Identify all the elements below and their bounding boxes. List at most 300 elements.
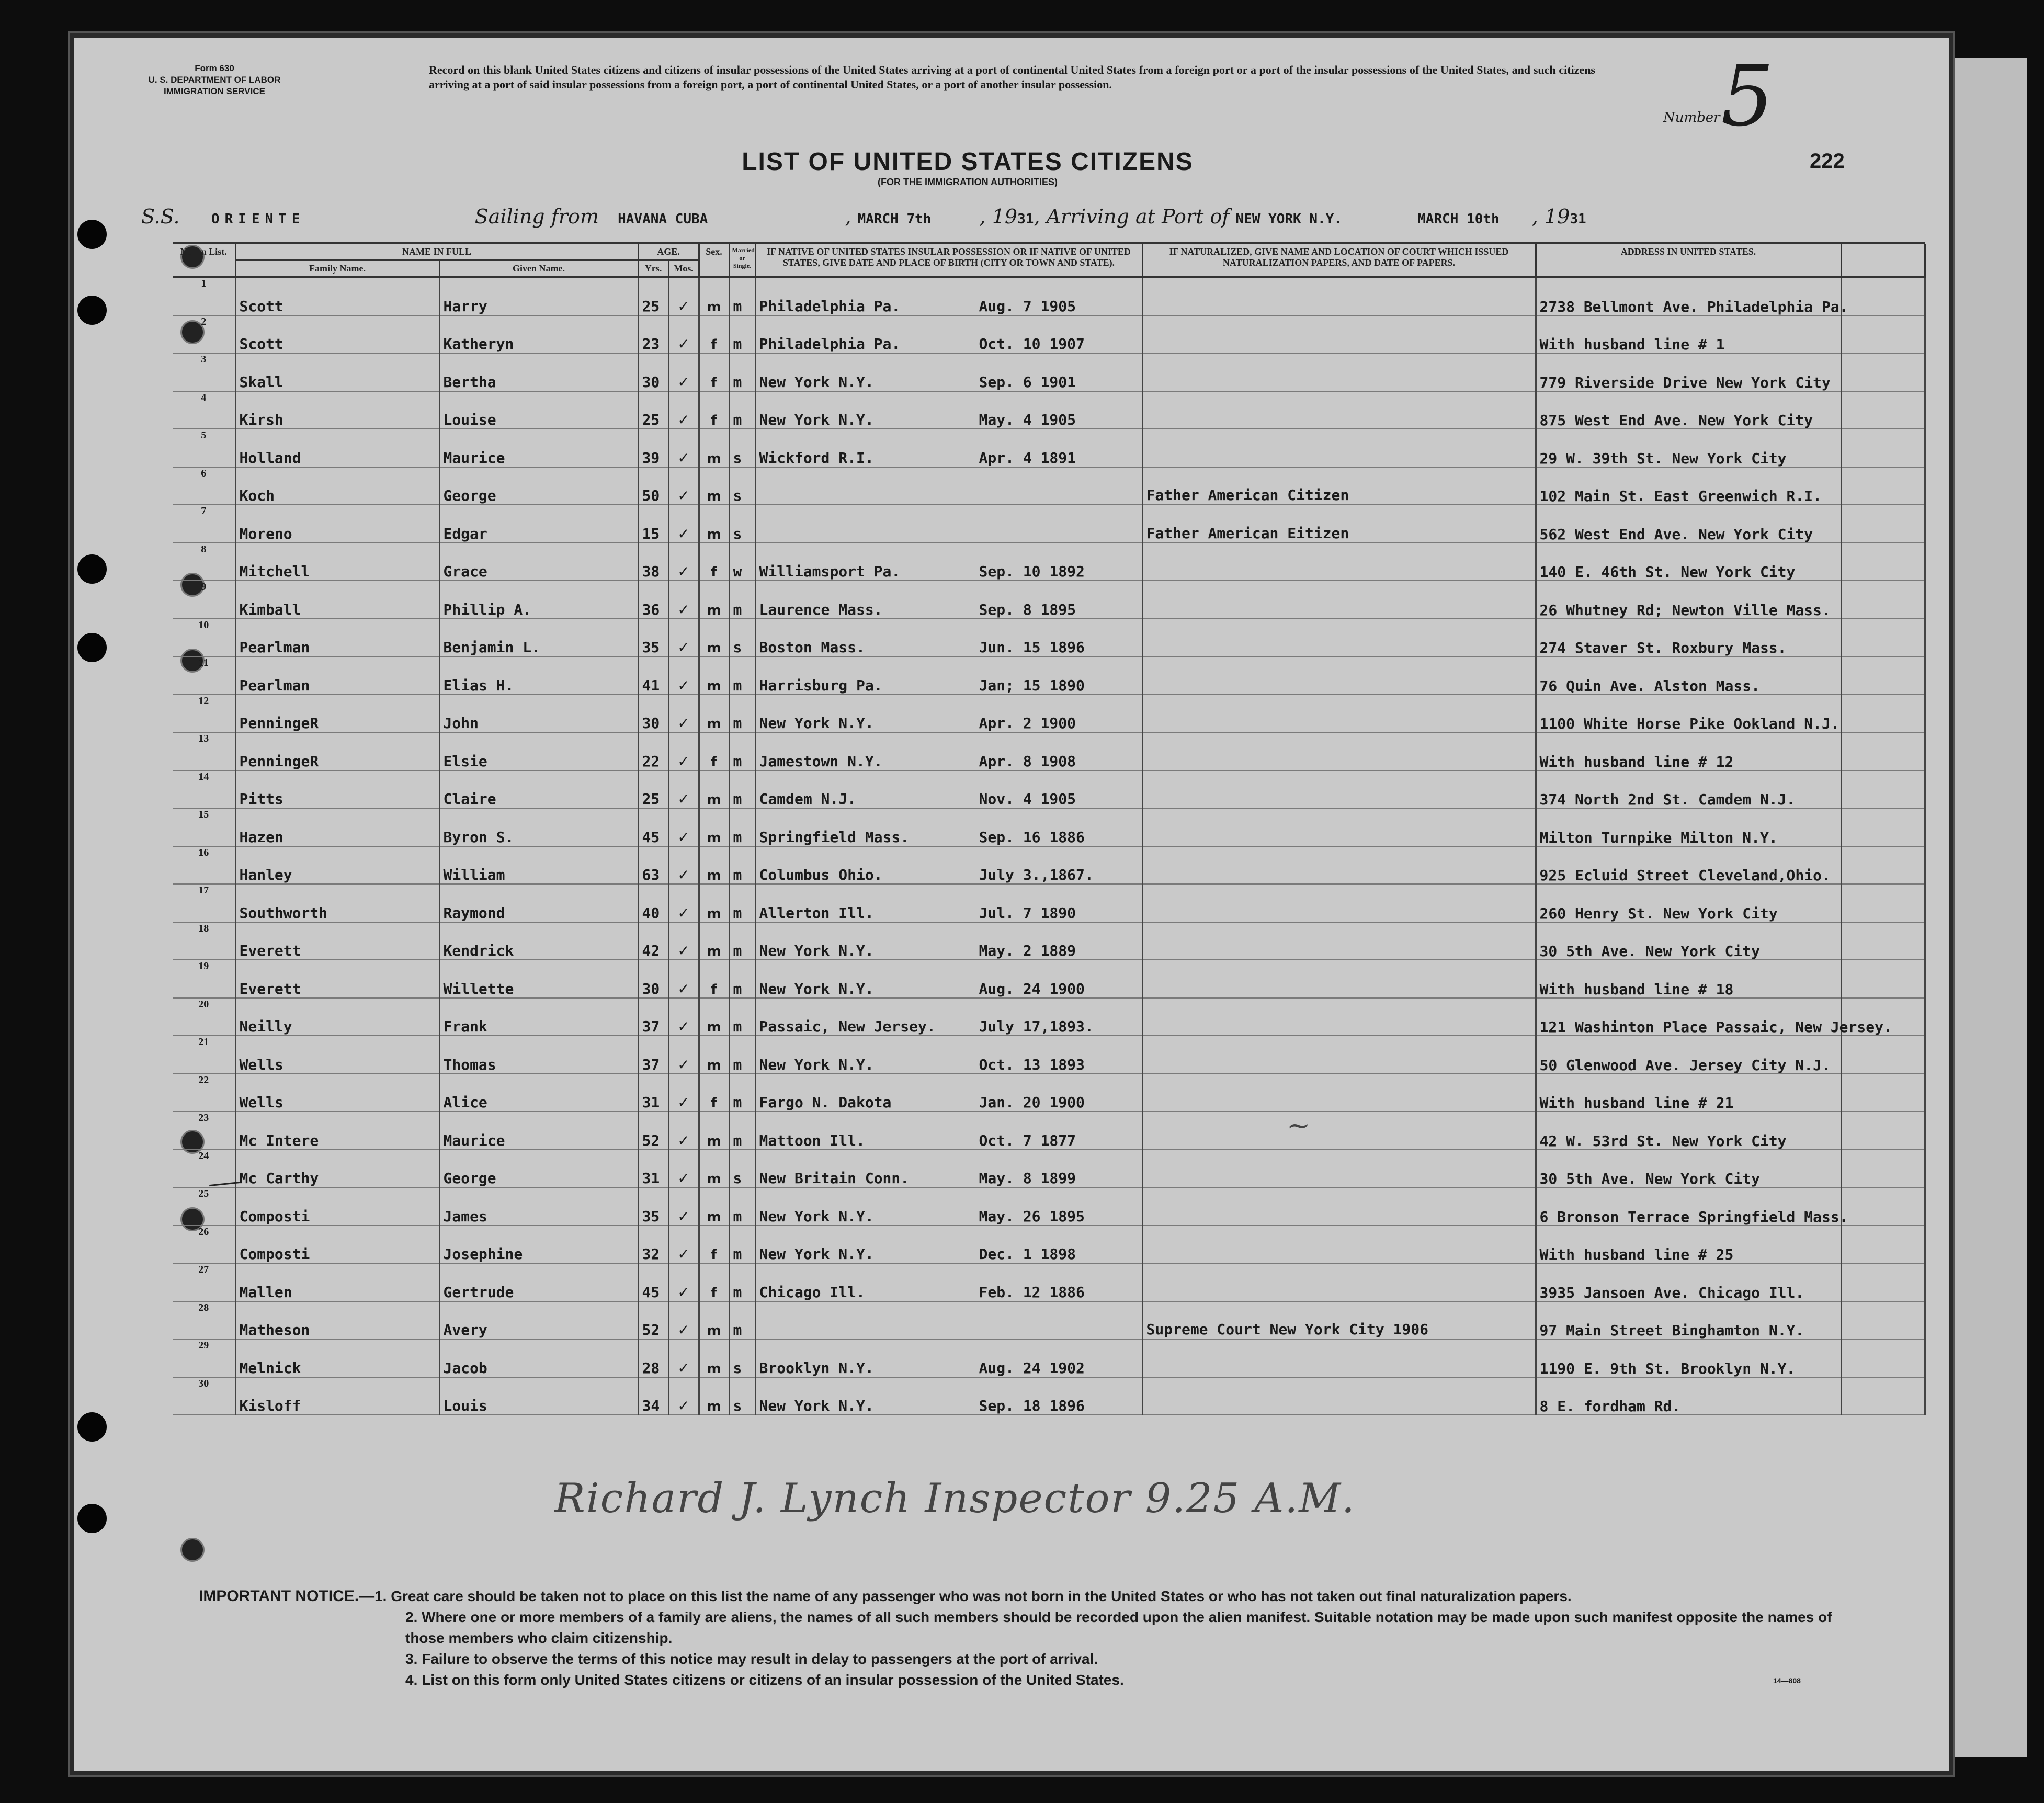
birth-date: Apr. 8 1908: [979, 752, 1076, 770]
birth-info: [755, 656, 1142, 695]
family-name: PenningeR: [235, 732, 439, 770]
birth-place: New York N.Y.: [759, 942, 874, 959]
birth-info: [755, 315, 1142, 354]
naturalization: [1142, 770, 1536, 809]
row-number: 3: [173, 353, 235, 391]
marital-status: w: [729, 543, 755, 581]
sex: m: [699, 619, 729, 657]
age-years: 30: [638, 960, 668, 998]
birth-date: Jul. 7 1890: [979, 904, 1076, 922]
blank-cell: [1841, 467, 1925, 505]
age-years: 31: [638, 1150, 668, 1188]
marital-status: m: [729, 695, 755, 733]
marital-status: s: [729, 1339, 755, 1377]
birth-info: [755, 770, 1142, 809]
arrival-year: 31: [1570, 211, 1586, 227]
marital-status: s: [729, 429, 755, 467]
naturalization: [1142, 581, 1536, 619]
naturalization: [1142, 1187, 1536, 1226]
marital-status: m: [729, 391, 755, 429]
age-years: 28: [638, 1339, 668, 1377]
blank-cell: [1841, 581, 1925, 619]
birth-date: Sep. 8 1895: [979, 600, 1076, 618]
sex: m: [699, 656, 729, 695]
table-row: [173, 732, 1925, 770]
family-name: Wells: [235, 1074, 439, 1112]
blank-cell: [1841, 732, 1925, 770]
blank-cell: [1841, 315, 1925, 354]
blank-cell: [1841, 619, 1925, 657]
birth-info: [755, 505, 1142, 543]
marital-status: m: [729, 1112, 755, 1150]
check-mark: ✓: [668, 1112, 699, 1150]
birth-info: [755, 1263, 1142, 1301]
check-mark: ✓: [668, 732, 699, 770]
age-years: 15: [638, 505, 668, 543]
row-number: 20: [173, 998, 235, 1036]
col-naturalized: IF NATURALIZED, GIVE NAME AND LOCATION OF COURT WHICH ISSUED NATURALIZATION PAPERS, AND DATE OF PAPERS.: [1142, 244, 1536, 277]
col-name-in-full: NAME IN FULL: [235, 244, 638, 260]
table-row: [173, 808, 1925, 846]
given-name: Kendrick: [439, 922, 638, 960]
ship-name: ORIENTE: [211, 211, 305, 227]
check-mark: ✓: [668, 695, 699, 733]
table-row: [173, 846, 1925, 885]
age-years: 31: [638, 1074, 668, 1112]
given-name: Louis: [439, 1377, 638, 1415]
table-row: [173, 505, 1925, 543]
birth-date: Feb. 12 1886: [979, 1283, 1085, 1301]
address: 925 Ecluid Street Cleveland,Ohio.: [1536, 846, 1841, 885]
given-name: Claire: [439, 770, 638, 809]
birth-place: Philadelphia Pa.: [759, 297, 901, 315]
address: 121 Washinton Place Passaic, New Jersey.: [1536, 998, 1841, 1036]
sex: m: [699, 429, 729, 467]
birth-place: Jamestown N.Y.: [759, 752, 883, 770]
birth-info: [755, 922, 1142, 960]
row-number: 7: [173, 505, 235, 543]
arrival-date: MARCH 10th: [1417, 211, 1500, 227]
address: 3935 Jansoen Ave. Chicago Ill.: [1536, 1263, 1841, 1301]
sex: m: [699, 1112, 729, 1150]
table-row: [173, 770, 1925, 809]
birth-info: [755, 277, 1142, 315]
birth-date: Jan; 15 1890: [979, 676, 1085, 694]
blank-cell: [1841, 808, 1925, 846]
naturalization: [1142, 884, 1536, 922]
birth-date: Aug. 24 1902: [979, 1359, 1085, 1377]
address: 8 E. fordham Rd.: [1536, 1377, 1841, 1415]
sex: m: [699, 467, 729, 505]
family-name: Mitchell: [235, 543, 439, 581]
birth-place: Camdem N.J.: [759, 790, 856, 808]
given-name: Gertrude: [439, 1263, 638, 1301]
birth-place: Springfield Mass.: [759, 828, 910, 846]
birth-info: [755, 1112, 1142, 1150]
marital-status: m: [729, 1226, 755, 1264]
given-name: Raymond: [439, 884, 638, 922]
check-mark: ✓: [668, 922, 699, 960]
family-name: Mallen: [235, 1263, 439, 1301]
sex: m: [699, 884, 729, 922]
family-name: Wells: [235, 1036, 439, 1074]
table-row: [173, 353, 1925, 391]
birth-info: [755, 846, 1142, 885]
check-mark: ✓: [668, 1074, 699, 1112]
row-number: 13: [173, 732, 235, 770]
naturalization: Supreme Court New York City 1906: [1142, 1301, 1536, 1340]
blank-cell: [1841, 429, 1925, 467]
blank-cell: [1841, 1226, 1925, 1264]
blank-cell: [1841, 846, 1925, 885]
check-mark: ✓: [668, 884, 699, 922]
row-number: 23: [173, 1112, 235, 1150]
col-sex: Sex.: [699, 244, 729, 277]
blank-cell: [1841, 1339, 1925, 1377]
blank-cell: [1841, 922, 1925, 960]
row-number: 21: [173, 1036, 235, 1074]
passenger-rows: [173, 277, 1925, 1415]
age-years: 30: [638, 353, 668, 391]
naturalization: [1142, 808, 1536, 846]
birth-date: Jun. 15 1896: [979, 639, 1085, 656]
marital-status: s: [729, 619, 755, 657]
age-years: 63: [638, 846, 668, 885]
birth-place: New York N.Y.: [759, 1245, 874, 1263]
birth-place: Chicago Ill.: [759, 1283, 865, 1301]
family-name: Pearlman: [235, 619, 439, 657]
table-row: [173, 315, 1925, 354]
row-number: 24: [173, 1150, 235, 1188]
address: 260 Henry St. New York City: [1536, 884, 1841, 922]
sex: f: [699, 732, 729, 770]
blank-cell: [1841, 960, 1925, 998]
table-row: [173, 1036, 1925, 1074]
col-family-name: Family Name.: [235, 260, 439, 277]
naturalization: Father American Eitizen: [1142, 505, 1536, 543]
address: 102 Main St. East Greenwich R.I.: [1536, 467, 1841, 505]
naturalization: [1142, 1036, 1536, 1074]
given-name: William: [439, 846, 638, 885]
address: With husband line # 25: [1536, 1226, 1841, 1264]
birth-info: [755, 429, 1142, 467]
table-row: [173, 543, 1925, 581]
given-name: Frank: [439, 998, 638, 1036]
address: 374 North 2nd St. Camdem N.J.: [1536, 770, 1841, 809]
family-name: Melnick: [235, 1339, 439, 1377]
age-years: 35: [638, 1187, 668, 1226]
check-mark: ✓: [668, 467, 699, 505]
col-birth: IF NATIVE OF UNITED STATES INSULAR POSSESSION OR IF NATIVE OF UNITED STATES, GIVE DATE AND PLACE OF BIRTH (CITY OR TOWN AND STATE).: [755, 244, 1142, 277]
birth-date: Oct. 7 1877: [979, 1131, 1076, 1149]
sex: m: [699, 1377, 729, 1415]
col-given-name: Given Name.: [439, 260, 638, 277]
marital-status: m: [729, 1074, 755, 1112]
binder-hole: [77, 1412, 107, 1442]
arriving-label: Arriving at Port of: [1046, 205, 1230, 228]
sex: m: [699, 998, 729, 1036]
birth-info: [755, 1226, 1142, 1264]
instructions: Record on this blank United States citizens and citizens of insular possessions of the United States arriving at a port of continental United States from a foreign port or a port of the insular possessions of the United States, and such citizens arriving at a port of said insular possessions from a foreign port, a port of continental United States, or a port of another insular possession.: [429, 63, 1595, 91]
address: 97 Main Street Binghamton N.Y.: [1536, 1301, 1841, 1340]
table-row: [173, 1377, 1925, 1415]
naturalization: [1142, 695, 1536, 733]
birth-date: Sep. 6 1901: [979, 373, 1076, 391]
binder-hole: [77, 633, 107, 662]
age-years: 40: [638, 884, 668, 922]
address: 30 5th Ave. New York City: [1536, 1150, 1841, 1188]
naturalization: [1142, 315, 1536, 354]
address: Milton Turnpike Milton N.Y.: [1536, 808, 1841, 846]
given-name: Josephine: [439, 1226, 638, 1264]
blank-cell: [1841, 277, 1925, 315]
birth-place: Laurence Mass.: [759, 600, 883, 618]
table-row: [173, 1112, 1925, 1150]
marital-status: s: [729, 1150, 755, 1188]
birth-info: [755, 1339, 1142, 1377]
given-name: Jacob: [439, 1339, 638, 1377]
birth-date: May. 4 1905: [979, 411, 1076, 428]
family-name: Holland: [235, 429, 439, 467]
age-years: 39: [638, 429, 668, 467]
row-number: 15: [173, 808, 235, 846]
row-number: 30: [173, 1377, 235, 1415]
binder-hole: [77, 554, 107, 584]
binder-hole: [77, 220, 107, 249]
page-title: LIST OF UNITED STATES CITIZENS: [742, 148, 1194, 176]
birth-info: [755, 960, 1142, 998]
blank-cell: [1841, 1112, 1925, 1150]
blank-cell: [1841, 770, 1925, 809]
blank-cell: [1841, 391, 1925, 429]
birth-info: [755, 353, 1142, 391]
given-name: Maurice: [439, 1112, 638, 1150]
age-years: 22: [638, 732, 668, 770]
table-row: [173, 1226, 1925, 1264]
sex: m: [699, 846, 729, 885]
marital-status: m: [729, 1036, 755, 1074]
marital-status: m: [729, 998, 755, 1036]
row-number: 5: [173, 429, 235, 467]
family-name: Composti: [235, 1226, 439, 1264]
birth-date: May. 8 1899: [979, 1170, 1076, 1187]
naturalization: [1142, 429, 1536, 467]
marital-status: m: [729, 884, 755, 922]
notice-lead: IMPORTANT NOTICE.—: [199, 1587, 375, 1605]
birth-place: Mattoon Ill.: [759, 1131, 865, 1149]
check-mark: ✓: [668, 1187, 699, 1226]
age-years: 30: [638, 695, 668, 733]
birth-place: New York N.Y.: [759, 715, 874, 732]
family-name: Everett: [235, 922, 439, 960]
row-number: 29: [173, 1339, 235, 1377]
check-mark: ✓: [668, 1377, 699, 1415]
naturalization: Father American Citizen: [1142, 467, 1536, 505]
sex: m: [699, 581, 729, 619]
check-mark: ✓: [668, 505, 699, 543]
sail-year-prefix: 19: [992, 205, 1018, 228]
sex: m: [699, 770, 729, 809]
row-number: 4: [173, 391, 235, 429]
check-mark: ✓: [668, 846, 699, 885]
marital-status: m: [729, 656, 755, 695]
table-row: [173, 1339, 1925, 1377]
arrival-year-prefix: 19: [1544, 205, 1570, 228]
birth-place: Williamsport Pa.: [759, 563, 901, 580]
marital-status: s: [729, 505, 755, 543]
col-mos: Mos.: [668, 260, 699, 277]
table-row: [173, 467, 1925, 505]
address: 2738 Bellmont Ave. Philadelphia Pa.: [1536, 277, 1841, 315]
check-mark: ✓: [668, 656, 699, 695]
sex: m: [699, 277, 729, 315]
family-name: PenningeR: [235, 695, 439, 733]
address: 50 Glenwood Ave. Jersey City N.J.: [1536, 1036, 1841, 1074]
marital-status: m: [729, 1301, 755, 1340]
birth-info: [755, 732, 1142, 770]
birth-place: Allerton Ill.: [759, 904, 874, 922]
check-mark: ✓: [668, 353, 699, 391]
check-mark: ✓: [668, 770, 699, 809]
sex: f: [699, 391, 729, 429]
birth-place: New Britain Conn.: [759, 1170, 910, 1187]
address: 76 Quin Ave. Alston Mass.: [1536, 656, 1841, 695]
table-row: [173, 695, 1925, 733]
row-number: 19: [173, 960, 235, 998]
handwritten-mark: ~: [1287, 1109, 1311, 1142]
family-name: Mc Intere: [235, 1112, 439, 1150]
birth-place: New York N.Y.: [759, 1397, 874, 1414]
birth-place: New York N.Y.: [759, 980, 874, 997]
blank-cell: [1841, 353, 1925, 391]
family-name: Pearlman: [235, 656, 439, 695]
check-mark: ✓: [668, 619, 699, 657]
passenger-table: [173, 244, 1926, 1415]
notice-item: 2. Where one or more members of a family are aliens, the names of all such members should be recorded upon the alien manifest. Suitable notation may be made upon such manifest opposite the names of those members who claim citizenship.: [405, 1609, 1832, 1646]
table-row: [173, 922, 1925, 960]
check-mark: ✓: [668, 581, 699, 619]
table-row: [173, 1263, 1925, 1301]
birth-place: New York N.Y.: [759, 1207, 874, 1225]
check-mark: ✓: [668, 391, 699, 429]
sailing-label: Sailing from: [474, 205, 599, 228]
marital-status: s: [729, 1377, 755, 1415]
table-row: [173, 656, 1925, 695]
blank-cell: [1841, 1036, 1925, 1074]
birth-date: Sep. 18 1896: [979, 1397, 1085, 1414]
given-name: Benjamin L.: [439, 619, 638, 657]
given-name: Phillip A.: [439, 581, 638, 619]
row-number: 16: [173, 846, 235, 885]
row-number: 22: [173, 1074, 235, 1112]
table-row: [173, 960, 1925, 998]
naturalization: [1142, 1074, 1536, 1112]
marital-status: m: [729, 732, 755, 770]
birth-info: [755, 1150, 1142, 1188]
passenger-table-wrap: [173, 242, 1925, 1531]
check-mark: ✓: [668, 960, 699, 998]
family-name: Kimball: [235, 581, 439, 619]
table-row: [173, 581, 1925, 619]
birth-info: [755, 1377, 1142, 1415]
notice-item: 4. List on this form only United States citizens or citizens of an insular possession of the United States.: [405, 1672, 1124, 1688]
birth-info: [755, 619, 1142, 657]
birth-info: [755, 1301, 1142, 1340]
check-mark: ✓: [668, 1263, 699, 1301]
table-row: [173, 1301, 1925, 1340]
row-number: 8: [173, 543, 235, 581]
given-name: Louise: [439, 391, 638, 429]
birth-date: Aug. 7 1905: [979, 297, 1076, 315]
table-row: [173, 998, 1925, 1036]
important-notice: [199, 1586, 1872, 1691]
birth-date: Sep. 16 1886: [979, 828, 1085, 846]
given-name: Thomas: [439, 1036, 638, 1074]
naturalization: [1142, 1112, 1536, 1150]
check-mark: ✓: [668, 277, 699, 315]
sex: m: [699, 1301, 729, 1340]
col-address: ADDRESS IN UNITED STATES.: [1536, 244, 1841, 277]
blank-cell: [1841, 1187, 1925, 1226]
given-name: Edgar: [439, 505, 638, 543]
naturalization: [1142, 353, 1536, 391]
age-years: 25: [638, 770, 668, 809]
sex: m: [699, 1036, 729, 1074]
age-years: 35: [638, 619, 668, 657]
family-name: Hazen: [235, 808, 439, 846]
row-number: 14: [173, 770, 235, 809]
form-number: Form 630: [195, 63, 234, 73]
inspector-signature: Richard J. Lynch Inspector 9.25 A.M.: [554, 1475, 1356, 1522]
sex: f: [699, 315, 729, 354]
family-name: Scott: [235, 315, 439, 354]
marital-status: m: [729, 922, 755, 960]
birth-info: [755, 695, 1142, 733]
form-service: IMMIGRATION SERVICE: [164, 86, 265, 96]
address: 1100 White Horse Pike Ookland N.J.: [1536, 695, 1841, 733]
blank-cell: [1841, 656, 1925, 695]
family-name: Hanley: [235, 846, 439, 885]
row-number: 27: [173, 1263, 235, 1301]
address: 1190 E. 9th St. Brooklyn N.Y.: [1536, 1339, 1841, 1377]
naturalization: [1142, 998, 1536, 1036]
birth-place: Brooklyn N.Y.: [759, 1359, 874, 1377]
age-years: 36: [638, 581, 668, 619]
sex: f: [699, 1074, 729, 1112]
family-name: Scott: [235, 277, 439, 315]
marital-status: m: [729, 315, 755, 354]
birth-date: Nov. 4 1905: [979, 790, 1076, 808]
given-name: John: [439, 695, 638, 733]
sex: f: [699, 353, 729, 391]
marital-status: s: [729, 467, 755, 505]
family-name: Moreno: [235, 505, 439, 543]
table-row: [173, 1150, 1925, 1188]
birth-date: July 3.,1867.: [979, 866, 1094, 883]
table-row: [173, 1187, 1925, 1226]
age-years: 25: [638, 277, 668, 315]
family-name: Kisloff: [235, 1377, 439, 1415]
birth-info: [755, 467, 1142, 505]
address: With husband line # 18: [1536, 960, 1841, 998]
table-row: [173, 884, 1925, 922]
row-number: 6: [173, 467, 235, 505]
sex: m: [699, 505, 729, 543]
family-name: Koch: [235, 467, 439, 505]
footer-code: 14—808: [1773, 1676, 1801, 1685]
naturalization: [1142, 391, 1536, 429]
naturalization: [1142, 619, 1536, 657]
